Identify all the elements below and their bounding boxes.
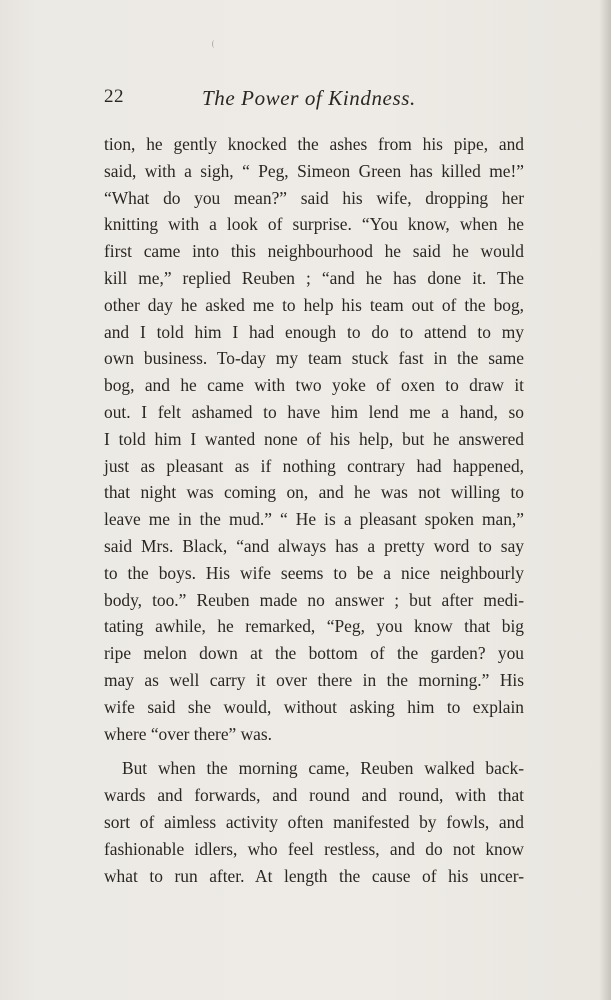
text-line: tating awhile, he remarked, “Peg, you know that big	[104, 616, 524, 637]
text-line: other day he asked me to help his team out of the bog,	[104, 294, 524, 315]
page-edge-shadow	[599, 0, 611, 1000]
text-line: just as pleasant as if nothing contrary had happened,	[104, 455, 524, 476]
text-line: fashionable idlers, who feel restless, and do not know	[104, 838, 524, 859]
text-line: But when the morning came, Reuben walked back-	[122, 758, 524, 779]
text-line: to the boys. His wife seems to be a nice neighbourly	[104, 562, 524, 583]
paragraph-2	[104, 755, 524, 889]
body-text	[104, 131, 524, 889]
paragraph-1	[104, 131, 524, 747]
text-line: may as well carry it over there in the morning.” His	[104, 669, 524, 690]
page-speck	[212, 40, 217, 48]
text-line: I told him I wanted none of his help, but he answered	[104, 428, 524, 449]
text-line: out. I felt ashamed to have him lend me a hand, so	[104, 401, 524, 422]
running-title: The Power of Kindness.	[202, 86, 416, 110]
text-line: wife said she would, without asking him to explain	[104, 696, 524, 717]
page-header	[104, 86, 524, 116]
text-line: bog, and he came with two yoke of oxen to draw it	[104, 375, 524, 396]
page-number: 22	[104, 86, 124, 107]
text-line: own business. To-day my team stuck fast in the same	[104, 348, 524, 369]
text-line: “What do you mean?” said his wife, dropping her	[104, 187, 524, 208]
text-line: kill me,” replied Reuben ; “and he has done it. The	[104, 267, 524, 288]
text-line: knitting with a look of surprise. “You know, when he	[104, 214, 524, 235]
text-line: said, with a sigh, “ Peg, Simeon Green has killed me!”	[104, 160, 524, 181]
text-line: sort of aimless activity often manifested by fowls, and	[104, 811, 524, 832]
text-line: ripe melon down at the bottom of the garden? you	[104, 643, 524, 664]
text-line: where “over there” was.	[104, 723, 273, 744]
text-line: first came into this neighbourhood he said he would	[104, 241, 524, 262]
text-line: that night was coming on, and he was not willing to	[104, 482, 524, 503]
text-line: leave me in the mud.” “ He is a pleasant spoken man,”	[104, 509, 524, 530]
text-line: and I told him I had enough to do to attend to my	[104, 321, 524, 342]
text-line: said Mrs. Black, “and always has a pretty word to say	[104, 535, 524, 556]
text-line: what to run after. At length the cause of his uncer-	[104, 865, 524, 886]
text-line: tion, he gently knocked the ashes from his pipe, and	[104, 134, 524, 154]
text-line: wards and forwards, and round and round, with that	[104, 785, 524, 806]
text-line: body, too.” Reuben made no answer ; but after medi-	[104, 589, 524, 610]
paragraph-gap	[104, 747, 524, 755]
